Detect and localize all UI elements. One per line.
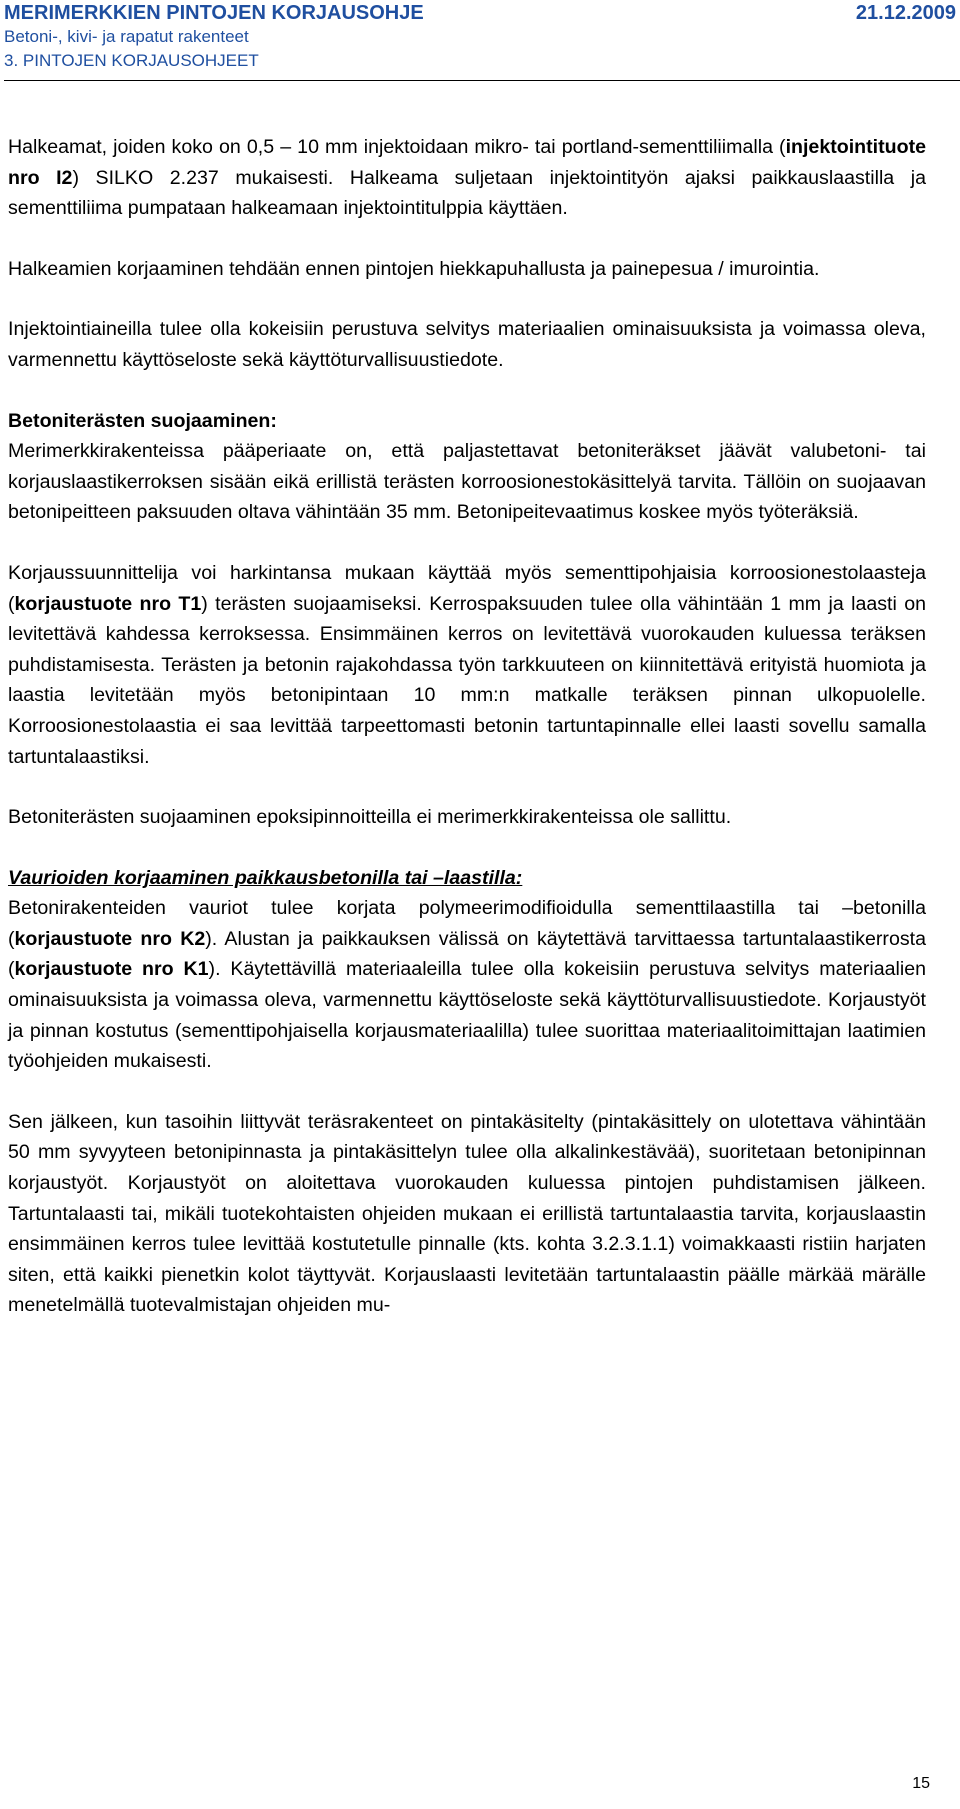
document-title: MERIMERKKIEN PINTOJEN KORJAUSOHJE xyxy=(4,2,424,24)
paragraph-crack-repair-order: Halkeamien korjaaminen tehdään ennen pintojen hiekkapuhallusta ja painepesua / imurointia. xyxy=(8,257,820,280)
section-heading: Betoniterästen suojaaminen: xyxy=(8,409,277,432)
page-header xyxy=(4,0,960,81)
section-patch-repair xyxy=(8,863,926,1077)
paragraph-injection-materials: Injektointiaineilla tulee olla kokeisiin perustuva selvitys materiaalien ominaisuuksista ja voimassa oleva, varmennettu käyttöseloste sekä käyttöturvallisuustiedote. xyxy=(8,318,926,371)
paragraph-corrosion-mortar xyxy=(8,558,926,772)
paragraph-repair-work: Sen jälkeen, kun tasoihin liittyvät teräsrakenteet on pintakäsitelty (pintakäsittely on ulotettava vähintään 50 mm syvyyteen betonipinnasta ja pintakäsittelyn tulee olla alkalinkestävää), suoritetaan betonipinnan korjaustyöt. Korjaustyöt on aloitettava vuorokauden kuluessa pintojen puhdistamisen jälkeen. Tartuntalaasti tai, mikäli tuotekohtaisten ohjeiden mukaan ei erillistä tartuntalaastia tarvita, korjauslaastin ensimmäinen kerros tulee levittää kostutetulle pinnalle (kts. kohta 3.2.3.1.1) voimakkaasti ristiin harjaten siten, että kaikki pienetkin kolot täyttyvät. Korjauslaasti levitetään tartuntalaastin päälle märkää märälle menetelmällä tuotevalmistajan ohjeiden mu- xyxy=(8,1110,926,1317)
document-subtitle: Betoni-, kivi- ja rapatut rakenteet xyxy=(4,27,249,46)
text-run: ) SILKO 2.237 mukaisesti. Halkeama suljetaan injektointityön ajaksi paikkauslaastilla ja sementtiliima pumpataan halkeamaan injektointitulppia käyttäen. xyxy=(8,166,926,220)
paragraph-injection xyxy=(8,132,926,224)
product-reference: korjaustuote nro T1 xyxy=(14,592,202,615)
section-rebar-protection xyxy=(8,406,926,528)
text-run: ) terästen suojaamiseksi. Kerrospaksuuden tulee olla vähintään 1 mm ja laasti on levitettävä kahdessa kerroksessa. Ensimmäinen kerros on levitettävä vuorokauden kuluessa teräksen puhdistamisesta. Terästen ja betonin rajakohdassa työn tarkkuuteen on kiinnitettävä erityistä huomiota ja laastia levitetään myös betonipintaan 10 mm:n matkalle teräksen pinnan ulkopuolelle. Korroosionestolaastia ei saa levittää tarpeettomasti betonin tartuntapinnalle ellei laasti sovellu samalla tartuntalaastiksi. xyxy=(8,592,926,768)
paragraph-epoxy: Betoniterästen suojaaminen epoksipinnoitteilla ei merimerkkirakenteissa ole sallittu. xyxy=(8,806,732,829)
section-title: 3. PINTOJEN KORJAUSOHJEET xyxy=(4,51,259,70)
text-run: ). Alustan ja paikkauksen välissä on käytettävä tarvittaessa tartuntalaastikerrosta ( xyxy=(8,927,926,981)
text-run: Betonirakenteiden vauriot tulee korjata polymeerimodifioidulla sementtilaastilla tai –betonilla ( xyxy=(8,897,926,950)
text-run: Korjaussuunnittelija voi harkintansa mukaan käyttää myös sementtipohjaisia korroosionestolaasteja ( xyxy=(8,561,926,615)
page-number: 15 xyxy=(912,1775,930,1792)
section-heading: Vaurioiden korjaaminen paikkausbetonilla tai –laastilla: xyxy=(8,866,523,889)
section-body: Merimerkkirakenteissa pääperiaate on, että paljastettavat betoniteräkset jäävät valubetoni- tai korjauslaastikerroksen sisään eikä erillistä terästen korroosionestokäsittelyä tarvita. Tällöin on suojaavan betonipeitteen paksuuden oltava vähintään 35 mm. Betonipeitevaatimus koskee myös työteräksiä. xyxy=(8,440,926,524)
document-date: 21.12.2009 xyxy=(855,2,956,24)
text-run: ). Käytettävillä materiaaleilla tulee olla kokeisiin perustuva selvitys materiaalien ominaisuuksista ja voimassa oleva, varmennettu käyttöseloste sekä käyttöturvallisuustiedote. Korjaustyöt ja pinnan kostutus (sementtipohjaisella korjausmateriaalilla) tulee suorittaa materiaalitoimittajan laatimien työohjeiden mukaisesti. xyxy=(8,958,926,1073)
body-text xyxy=(8,132,926,1321)
product-reference: korjaustuote nro K1 xyxy=(14,958,209,981)
product-reference: injektointituote nro I2 xyxy=(8,136,926,189)
product-reference: korjaustuote nro K2 xyxy=(14,927,206,950)
text-run: Halkeamat, joiden koko on 0,5 – 10 mm injektoidaan mikro- tai portland-sementtiliimalla ( xyxy=(8,136,786,158)
